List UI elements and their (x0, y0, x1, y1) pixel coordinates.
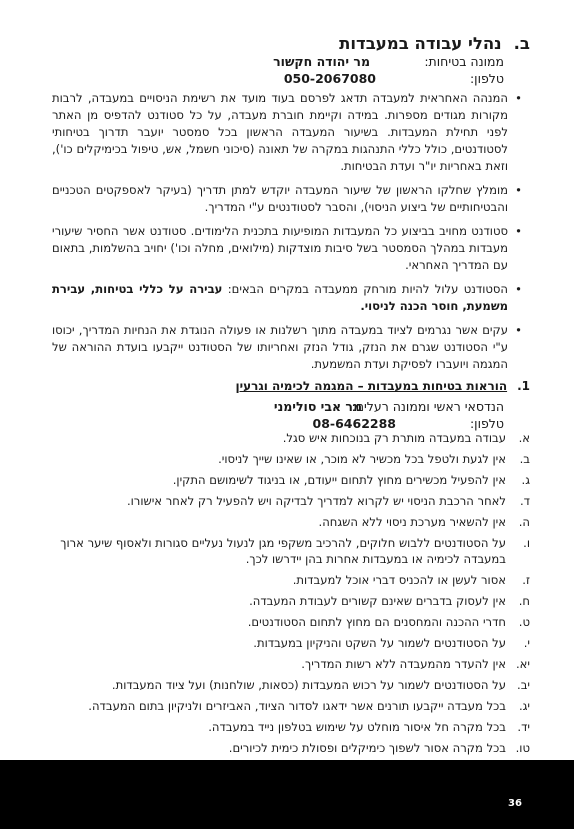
item-letter: א. (518, 431, 530, 445)
subsection-heading (236, 378, 531, 394)
safety-officer-name: מר יהודה חקשור (273, 54, 370, 69)
list-item: • מומלץ שחלקו הראשון של שיעור המעבדה יוקדש למתן תדריך (בעיקר לאספקטים הטכניים והבטיחותיים של ביצוע הניסוי), והסבר לסטודנטים ע"י המדריך. (52, 182, 522, 216)
list-item (42, 472, 530, 488)
section-number: ב. (513, 34, 530, 53)
item-text: בכל מקרה חל איסור מוחלט על שימוש בטלפון נייד במעבדה. (208, 720, 506, 734)
item-letter: ט. (518, 615, 530, 629)
item-text: על הסטודנטים ללבוש חלוקים, להרכיב משקפי מגן לנעול נעליים סגורות ולאסוף שיער ארוך במעבדה לכימיה או במעבדות אחרות בהן יידרשו לכך. (60, 536, 506, 566)
item-text: על הסטודנטים לשמור על השקט והניקיון במעבדות. (253, 636, 506, 650)
section-title: נהלי עבודה במעבדות (339, 34, 502, 53)
item-text: חדרי ההכנה והמחסנים הם מחוץ לתחום הסטודנטים. (247, 615, 506, 629)
item-text: בכל מקרה אסור לשפוך כימיקלים ופסולת כימית לכיורים. (228, 741, 506, 755)
item-text: בכל מעבדה ייקבעו תורנים אשר ידאגו לסדור הציוד, האביזרים ולניקיון בתום המעבדה. (88, 699, 506, 713)
list-item (42, 430, 530, 446)
item-letter: יג. (518, 699, 530, 713)
safety-phone-row (60, 71, 504, 86)
list-item (42, 572, 530, 588)
item-letter: י. (523, 636, 530, 650)
phone-label: טלפון: (469, 416, 504, 431)
item-text: אין להפעיל מכשירים מחוץ לתחום ייעודם, או בניגוד לשימושם התקין. (172, 473, 506, 487)
list-item (42, 614, 530, 630)
list-item (42, 698, 530, 714)
item-letter: ב. (519, 452, 530, 466)
item-text: אין לגעת ולטפל בכל מכשיר לא מוכר, או שאינו שייך לניסוי. (218, 452, 506, 466)
item-text: עבודה במעבדה מותרת רק בנוכחות איש סגל. (282, 431, 506, 445)
engineer-name: מר אבי סולימני (273, 399, 362, 414)
list-item: • סטודנט מחויב בביצוע כל המעבדות המופיעות בתכנית הלימודים. סטודנט אשר החסיר שיעורי מעבדות במהלך הסמסטר בשל סיבות מוצדקות (מילואים, מחלה וכו') יחויב בהשלמות, בתאום עם המדריך האחראי. (52, 223, 522, 274)
item-text: אין לעסוק בדברים שאינם קשורים לעבודת המעבדה. (249, 594, 506, 608)
item-letter: ד. (519, 494, 530, 508)
page-number: 36 (508, 798, 522, 809)
list-item (42, 593, 530, 609)
phone-label: טלפון: (469, 71, 504, 86)
engineer-phone: 08-6462288 (312, 416, 396, 431)
item-letter: ו. (523, 536, 530, 550)
item-letter: טו. (515, 741, 530, 755)
list-item-expel (52, 281, 522, 315)
section-heading (339, 32, 530, 56)
engineer-label: הנדסאי ראשי וממונה רעלים: (351, 399, 504, 414)
engineer-row (60, 399, 504, 414)
subsection-number: 1. (517, 379, 530, 393)
item-text: על הסטודנטים לשמור על רכוש המעבדות (כסאות, שולחנות) ועל ציוד המעבדות. (111, 678, 506, 692)
item-letter: יא. (515, 657, 530, 671)
page-footer (0, 760, 574, 829)
item-text: אין להשאיר מערכת ניסוי ללא השגחה. (318, 515, 506, 529)
safety-rules-list (42, 430, 530, 761)
safety-officer-row (60, 54, 504, 69)
safety-phone: 050-2067080 (283, 71, 376, 86)
list-item (42, 740, 530, 756)
safety-officer-label: ממונה בטיחות: (424, 54, 504, 69)
list-item (42, 677, 530, 693)
item-text: לאחר הרכבת הניסוי יש לקרוא למדריך לבדיקה ויש להפעיל רק לאחר אישורו. (126, 494, 506, 508)
item-letter: ז. (522, 573, 530, 587)
item-text: אין להעדר מהמעבדה ללא רשות המדריך. (301, 657, 506, 671)
procedures-list (52, 90, 522, 380)
engineer-phone-row (60, 416, 504, 431)
item-letter: יב. (517, 678, 530, 692)
list-item (42, 451, 530, 467)
item-letter: ה. (518, 515, 530, 529)
expel-reasons: עבירה על כללי בטיחות, עבירת משמעת, חוסר הכנה לניסוי. (52, 282, 508, 313)
item-letter: ח. (518, 594, 530, 608)
item-letter: יד. (517, 720, 530, 734)
list-item (42, 493, 530, 509)
list-item: • עקים אשר נגרמים לציוד במעבדה מתוך רשלנות או פעולה הנוגדת את הנחיות המדריך, יכוסו ע"י הסטודנט שגרם את הנזק, גודל הנזק ואחריותו של הסטודנט ייקבעו בועדת ההוראה של המגמה ויועברו לפסיקת ועדת המשמעת. (52, 322, 522, 373)
expel-text: הסטודנט עלול להיות מורחק ממעבדה במקרים הבאים: (227, 282, 508, 296)
list-item (42, 656, 530, 672)
list-item (42, 719, 530, 735)
list-item (42, 635, 530, 651)
list-item: • המנהה האחראית למעבדה תדאג לפרסם בעוד מועד את רשימת הניסויים במעבדה, לרבות מקורות מגודים מספרות. במידה וקיימת חוברת מעבדה, על כל סטודנט להדפיס מן האתר לפני תחילת המעבדות. בשיעור המעבדה הראשון בכל סמסטר יועבר תדרוך בטיחותי לסטודנטים, כולל כללי התנהגות במקרה של תאונה (סיכוני חשמל, אש, טיפול בכימיקלים כו'), וזאת באחריות יו"ר ועדת הבטיחות. (52, 90, 522, 175)
list-item (42, 514, 530, 530)
subsection-title: הוראות בטיחות במעבדות – המגמה לכימיה וגרעין (235, 379, 508, 393)
list-item (42, 535, 530, 567)
item-text: אסור לעשן או להכניס דברי אוכל למעבדות. (292, 573, 506, 587)
item-letter: ג. (521, 473, 530, 487)
